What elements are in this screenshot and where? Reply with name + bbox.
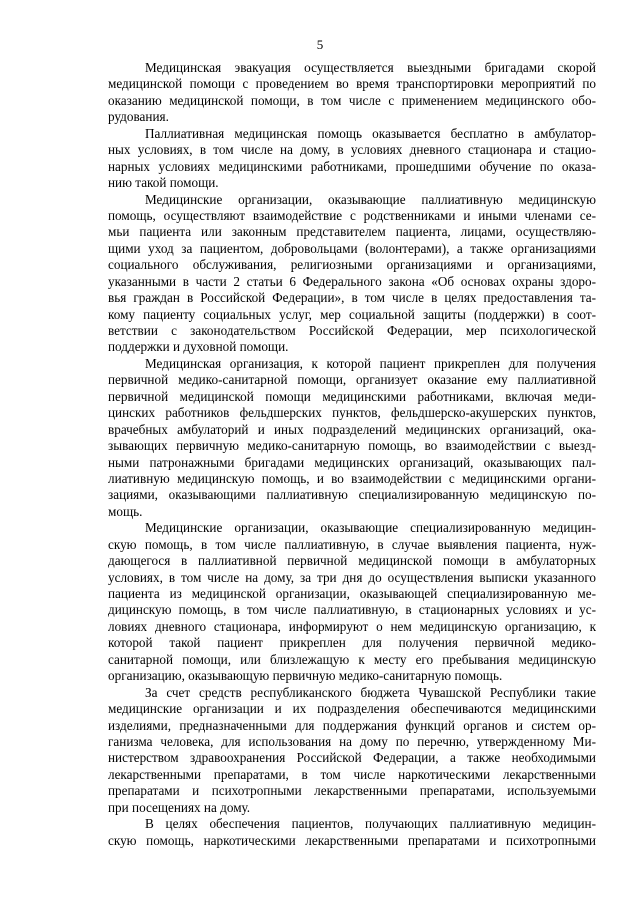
text-line: В целях обеспечения пациентов, получающих паллиативную медицин- (145, 816, 596, 832)
text-line: лиативную медицинскую помощь, и во взаимодействии с медицинскими органи- (108, 470, 596, 486)
text-line: зациями, оказывающими паллиативную специализированную медицинскую по- (108, 487, 596, 503)
text-line: первичной медицинской помощи медицинскими работниками, включая меди- (108, 388, 596, 404)
paragraph (108, 356, 596, 520)
text-line: Медицинская организация, к которой пациент прикреплен для получения (145, 355, 596, 371)
text-line: медицинской помощи с проведением во время транспортировки мероприятий по (108, 76, 596, 92)
text-line: вья граждан в Российской Федерации», в том числе в целях предоставления та- (108, 290, 596, 306)
text-line: зывающих первичную медико-санитарную помощь, во взаимодействии с выезд- (108, 438, 596, 454)
text-line: дающегося в паллиативной первичной медицинской помощи в амбулаторных (108, 553, 596, 569)
paragraph (108, 685, 596, 817)
text-line: Паллиативная медицинская помощь оказывается бесплатно в амбулатор- (145, 125, 596, 141)
text-line: скую помощь, наркотическими лекарственными препаратами и психотропными (108, 832, 596, 848)
text-line: поддержки и духовной помощи. (108, 339, 289, 355)
text-line: кому пациенту социальных услуг, мер социальной защиты (поддержки) в соот- (108, 306, 596, 322)
text-line: ными патронажными бригадами медицинских организаций, оказывающих пал- (108, 454, 596, 470)
text-line: ветствии с законодательством Российской Федерации, мер психологической (108, 323, 596, 338)
paragraph (108, 816, 596, 849)
text-line: рудования. (108, 109, 169, 125)
text-line: санитарной помощи, или близлежащую к месту его пребывания медицинскую (108, 651, 596, 667)
text-line: препаратами и психотропными лекарственными препаратами, используемыми (108, 783, 596, 799)
text-line: щими уход за пациентом, добровольцами (волонтерами), а также организациями (108, 240, 596, 256)
text-line: скую помощь, в том числе паллиативную, в случае выявления пациента, нуж- (108, 536, 596, 552)
text-line: нарных условиях медицинскими работниками, прошедшими обучение по оказа- (108, 158, 596, 174)
text-line: пациента из медицинской организации, оказывающей специализированную ме- (108, 586, 596, 601)
text-line: социального обслуживания, религиозными организациями и организациями, (108, 257, 596, 273)
text-line: нию такой помощи. (108, 175, 219, 191)
text-line: медицинские организации и их подразделения обеспечиваются медицинскими (108, 701, 596, 717)
paragraph (108, 126, 596, 192)
text-line: ганизма человека, для использования на дому по перечню, утвержденному Ми- (108, 733, 596, 749)
text-line: Медицинские организации, оказывающие специализированную медицин- (145, 520, 596, 536)
text-line: условиях, в том числе на дому, за три дня до осуществления выписки указанного (108, 569, 596, 585)
text-line: при посещениях на дому. (108, 799, 251, 815)
text-line: оказанию медицинской помощи, в том числе с применением медицинского обо- (108, 92, 596, 108)
text-line: помощь, осуществляют взаимодействие с родственниками и иными членами се- (108, 207, 596, 223)
paragraph (108, 192, 596, 356)
text-line: первичной медико-санитарной помощи, организует оказание ему паллиативной (108, 372, 596, 388)
page-number: 5 (316, 37, 324, 52)
text-line: которой такой пациент прикреплен для получения первичной медико- (108, 635, 596, 651)
text-line: цинских работников фельдшерских пунктов, фельдшерско-акушерских пунктов, (108, 405, 596, 421)
text-line: За счет средств республиканского бюджета Чувашской Республики такие (145, 684, 596, 700)
text-line: Медицинские организации, оказывающие паллиативную медицинскую (145, 191, 596, 207)
text-line: нистерством здравоохранения Российской Федерации, а также необходимыми (108, 750, 596, 766)
text-line: лекарственными препаратами, в том числе наркотическими лекарственными (108, 766, 596, 782)
text-line: дицинскую помощь, в том числе паллиативную, в стационарных условиях и ус- (108, 602, 596, 618)
paragraph (108, 520, 596, 684)
text-line: организацию, оказывающую первичную медико-санитарную помощь. (108, 668, 503, 684)
text-line: мощь. (108, 503, 143, 519)
text-line: врачебных амбулаторий и иных подразделений медицинских организаций, ока- (108, 421, 596, 437)
text-line: мьи пациента или законным представителем пациента, лицами, осуществляю- (108, 224, 596, 240)
text-line: ных условиях, в том числе на дому, в условиях дневного стационара и стацио- (108, 142, 596, 158)
text-line: указанными в части 2 статьи 6 Федерального закона «Об основах охраны здоро- (108, 273, 596, 289)
text-line: изделиями, предназначенными для поддержания функций органов и систем ор- (108, 717, 596, 733)
text-line: ловиях дневного стационара, информируют о нем медицинскую организацию, к (108, 618, 596, 634)
text-line: Медицинская эвакуация осуществляется выездными бригадами скорой (145, 60, 596, 75)
document-body (108, 60, 596, 849)
paragraph (108, 60, 596, 126)
